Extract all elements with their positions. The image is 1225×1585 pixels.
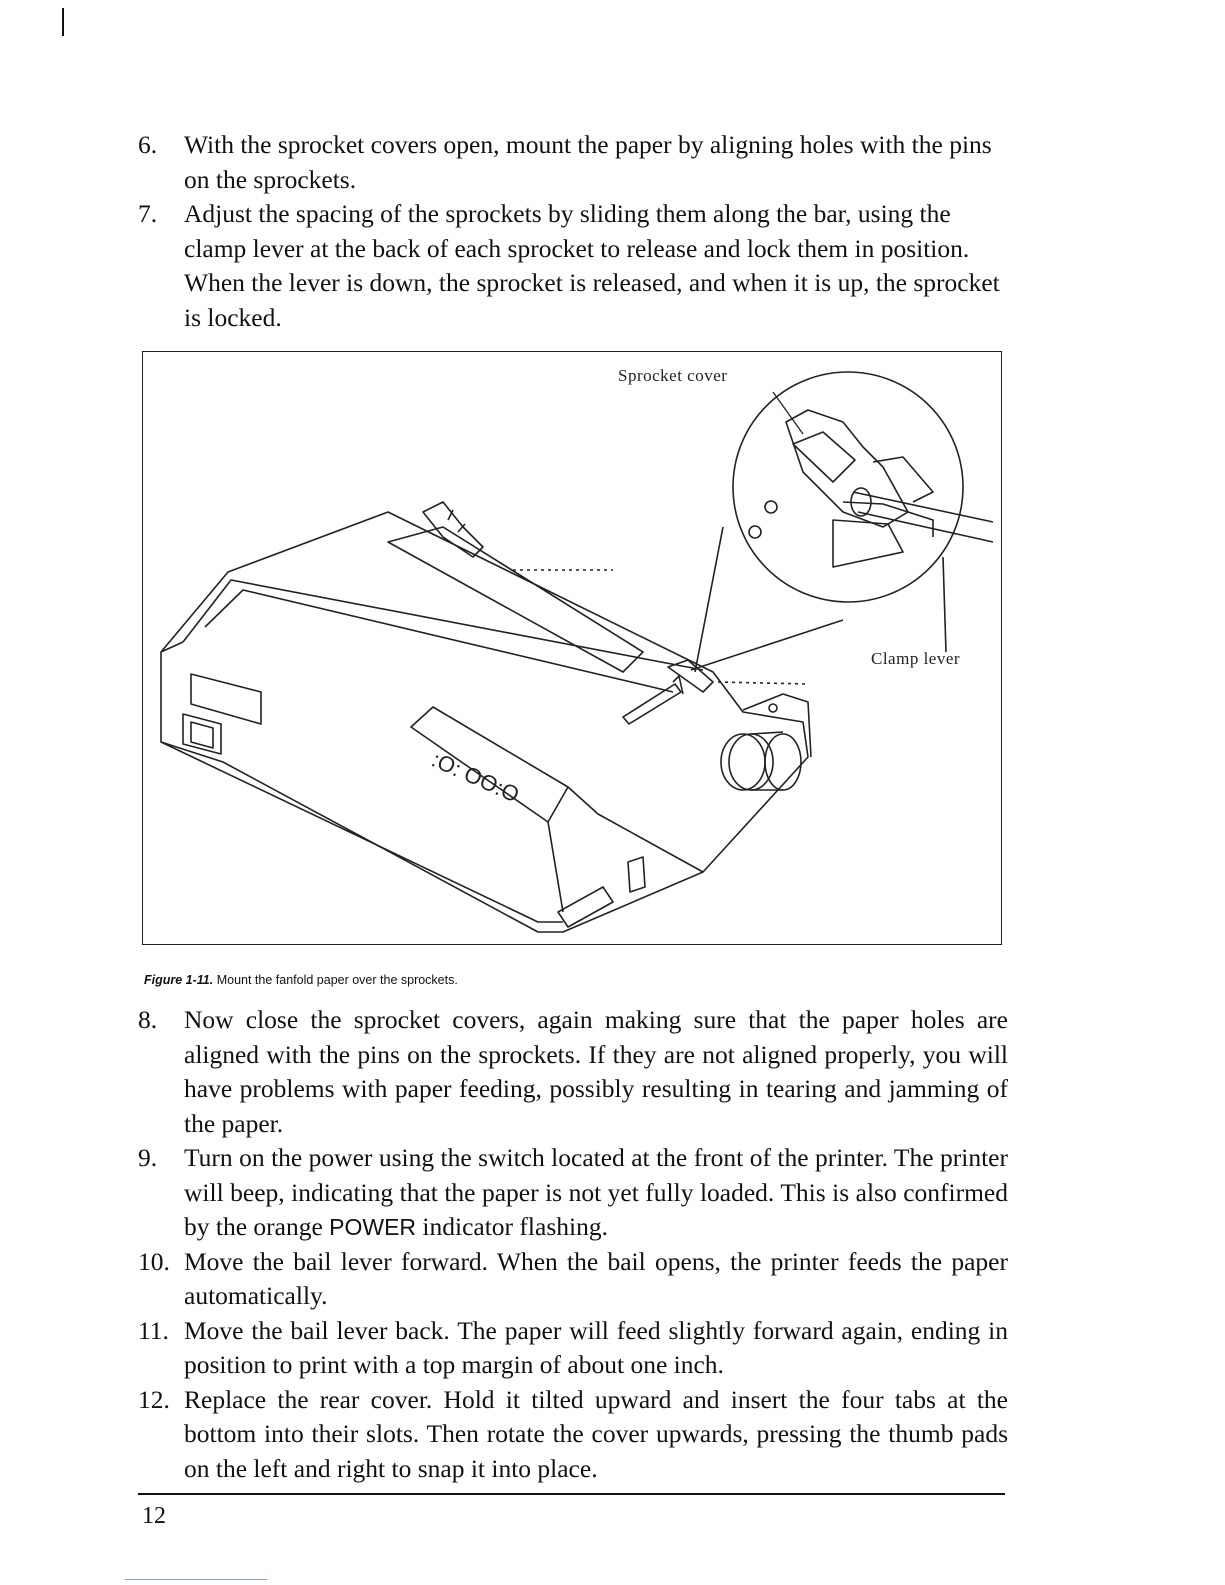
step-number: 8.: [138, 1005, 158, 1034]
step-number: 11.: [138, 1315, 169, 1345]
figure-caption-text: Mount the fanfold paper over the sprockets.: [216, 973, 458, 987]
step-8: [138, 1003, 1008, 1141]
step-number: 12.: [138, 1384, 170, 1414]
step-number: 6.: [138, 130, 158, 159]
step-number: 7.: [138, 199, 158, 228]
step-text: Move the bail lever back. The paper will feed slightly forward again, ending in position to print with a top margin of about one inch.: [184, 1315, 1008, 1379]
step-text: Replace the rear cover. Hold it tilted upward and insert the four tabs at the bottom into their slots. Then rotate the cover upwards, pressing the thumb pads on the left and right to snap it into place.: [184, 1384, 1008, 1483]
step-7: [138, 197, 1008, 335]
step-12: [138, 1383, 1008, 1487]
footer-rule: [138, 1493, 1005, 1495]
crop-mark: [62, 8, 64, 36]
step-list-bottom: [138, 1003, 1008, 1486]
printer-drawing: [143, 352, 1001, 944]
step-number: 9.: [138, 1143, 158, 1172]
scan-edge-line: [125, 1579, 267, 1580]
step-text: Now close the sprocket covers, again making sure that the paper holes are aligned with the pins on the sprockets. If they are not aligned properly, you will have problems with paper feeding, possibly resulting in tearing and jamming of the paper.: [184, 1005, 1008, 1138]
step-text: Move the bail lever forward. When the bail opens, the printer feeds the paper automatically.: [184, 1246, 1008, 1310]
step-9: [138, 1141, 1008, 1245]
figure-caption-label: Figure 1-11.: [144, 973, 214, 987]
step-text: With the sprocket covers open, mount the paper by aligning holes with the pins on the sprockets.: [184, 130, 992, 194]
step-10: [138, 1245, 1008, 1314]
sprocket-cover-label: Sprocket cover: [618, 366, 728, 385]
step-6: [138, 128, 1008, 197]
step-text-after: indicator flashing.: [416, 1212, 608, 1241]
page-number: 12: [142, 1503, 166, 1529]
clamp-lever-label: Clamp lever: [871, 649, 961, 668]
step-text: Adjust the spacing of the sprockets by sliding them along the bar, using the clamp lever at the back of each sprocket to release and lock them in position. When the lever is down, the sprocket is released, and when it is up, the sprocket is locked.: [184, 199, 1000, 332]
step-number: 10.: [138, 1246, 170, 1276]
step-text-before: Turn on the power using the switch located at the front of the printer. The printer will beep, indicating that the paper is not yet fully loaded. This is also confirmed by the orange: [184, 1143, 1008, 1241]
step-list-top: [138, 128, 1008, 335]
power-keyword: POWER: [329, 1214, 417, 1240]
figure-caption: [144, 973, 458, 987]
step-11: [138, 1314, 1008, 1383]
figure-printer-illustration: [142, 351, 1002, 945]
svg-text::O: OO:O: :O: OO:O: [427, 746, 524, 808]
